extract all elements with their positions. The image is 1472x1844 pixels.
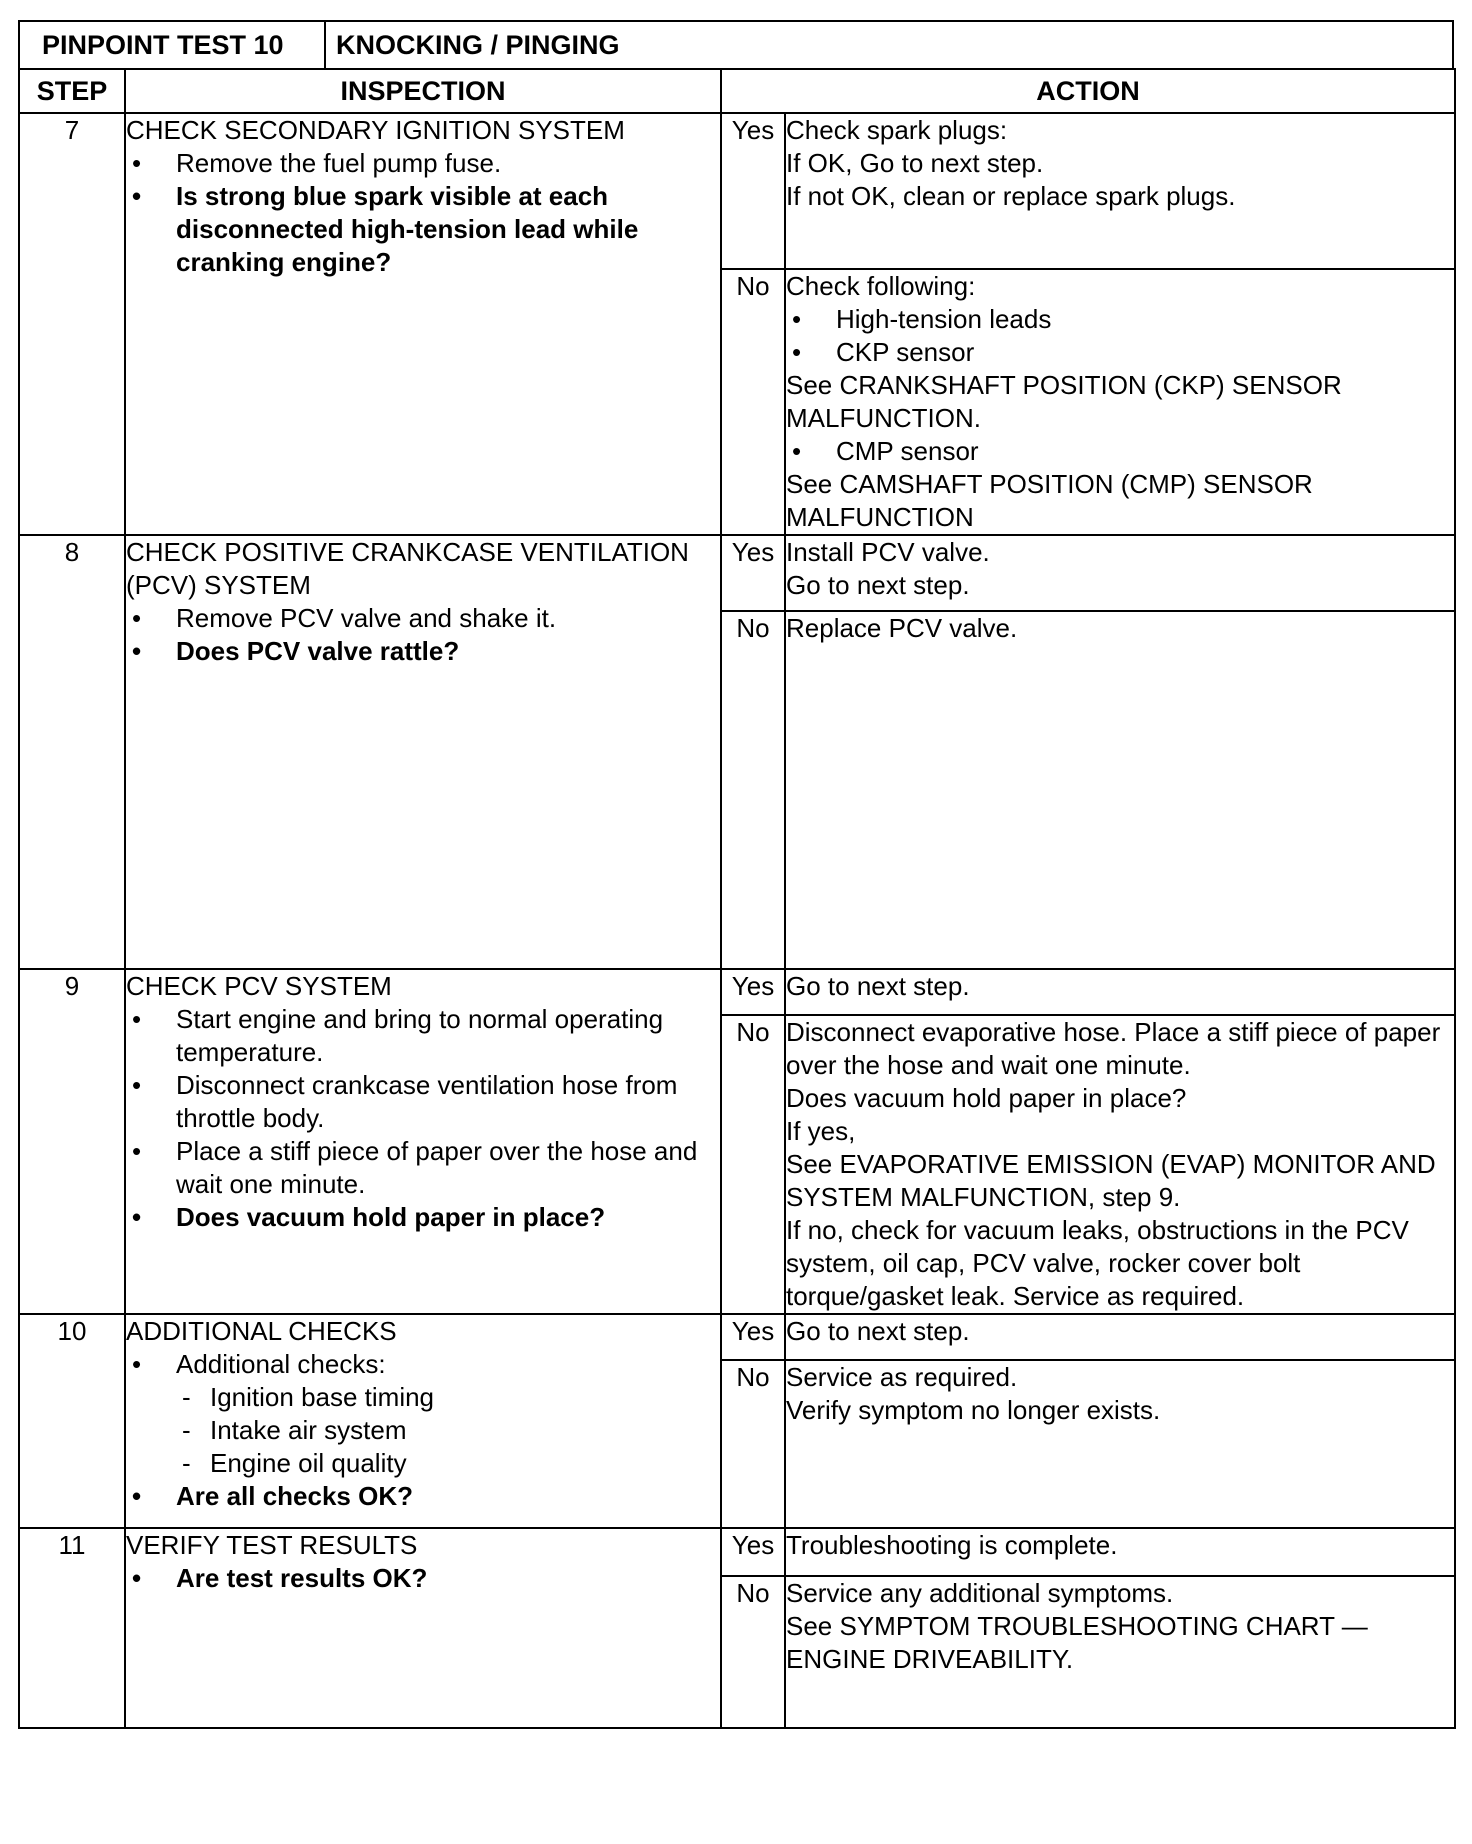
inspection-title: VERIFY TEST RESULTS (126, 1530, 418, 1560)
test-id: PINPOINT TEST 10 (20, 22, 326, 68)
pinpoint-test-table (18, 68, 1456, 1729)
answer-yes: Yes (721, 113, 785, 269)
action-line: Go to next step. (786, 570, 970, 600)
action-bullet: • High-tension leads (786, 303, 1454, 336)
inspection-title: CHECK PCV SYSTEM (126, 971, 392, 1001)
action-line: Go to next step. (786, 971, 970, 1001)
inspection-bullet: • Place a stiff piece of paper over the hose and wait one minute. (126, 1135, 720, 1201)
inspection-cell (125, 1528, 721, 1728)
action-yes (785, 1528, 1455, 1576)
action-bullet: • CMP sensor (786, 435, 1454, 468)
action-yes (785, 969, 1455, 1015)
action-no (785, 611, 1455, 969)
step-number: 9 (19, 969, 125, 1314)
action-no (785, 1576, 1455, 1728)
inspection-sub-item: - Ignition base timing (126, 1381, 720, 1414)
action-line: Check spark plugs: (786, 115, 1008, 145)
action-line: Replace PCV valve. (786, 613, 1018, 643)
answer-no: No (721, 611, 785, 969)
step-number: 8 (19, 535, 125, 969)
test-name: KNOCKING / PINGING (336, 30, 620, 60)
inspection-title: CHECK SECONDARY IGNITION SYSTEM (126, 115, 625, 145)
action-yes (785, 535, 1455, 611)
inspection-sub-item: - Engine oil quality (126, 1447, 720, 1480)
action-line: See SYMPTOM TROUBLESHOOTING CHART — ENGINE DRIVEABILITY. (786, 1611, 1368, 1674)
action-no (785, 1015, 1455, 1314)
action-line: Check following: (786, 271, 976, 301)
action-no (785, 269, 1455, 535)
action-line: Does vacuum hold paper in place? (786, 1083, 1187, 1113)
table-row (19, 1314, 1455, 1360)
action-line: See CRANKSHAFT POSITION (CKP) SENSOR MALFUNCTION. (786, 370, 1342, 433)
action-no (785, 1360, 1455, 1528)
action-bullet: • CKP sensor (786, 336, 1454, 369)
action-yes (785, 1314, 1455, 1360)
inspection-cell (125, 969, 721, 1314)
inspection-cell (125, 113, 721, 535)
table-row (19, 535, 1455, 611)
inspection-cell (125, 1314, 721, 1528)
inspection-bullet: • Additional checks: (126, 1348, 720, 1381)
table-row (19, 969, 1455, 1015)
inspection-bullet: • Remove the fuel pump fuse. (126, 147, 720, 180)
inspection-question: • Is strong blue spark visible at each disconnected high-tension lead while cranking engine? (126, 180, 720, 279)
inspection-bullet: • Start engine and bring to normal operating temperature. (126, 1003, 720, 1069)
action-line: If yes, (786, 1116, 856, 1146)
action-line: Go to next step. (786, 1316, 970, 1346)
inspection-bullet: • Remove PCV valve and shake it. (126, 602, 720, 635)
column-header-action: ACTION (721, 69, 1455, 113)
answer-yes: Yes (721, 1528, 785, 1576)
step-number: 11 (19, 1528, 125, 1728)
inspection-title: ADDITIONAL CHECKS (126, 1316, 397, 1346)
answer-yes: Yes (721, 1314, 785, 1360)
inspection-question: • Are all checks OK? (126, 1480, 720, 1513)
column-header-step: STEP (19, 69, 125, 113)
answer-no: No (721, 1576, 785, 1728)
answer-yes: Yes (721, 969, 785, 1015)
action-line: Disconnect evaporative hose. Place a stiff piece of paper over the hose and wait one minute. (786, 1017, 1441, 1080)
answer-no: No (721, 269, 785, 535)
action-line: See CAMSHAFT POSITION (CMP) SENSOR MALFUNCTION (786, 469, 1313, 532)
answer-no: No (721, 1015, 785, 1314)
table-header-row (19, 69, 1455, 113)
action-line: If OK, Go to next step. (786, 148, 1044, 178)
inspection-cell (125, 535, 721, 969)
answer-no: No (721, 1360, 785, 1528)
inspection-sub-item: - Intake air system (126, 1414, 720, 1447)
step-number: 7 (19, 113, 125, 535)
step-number: 10 (19, 1314, 125, 1528)
inspection-bullet: • Disconnect crankcase ventilation hose from throttle body. (126, 1069, 720, 1135)
action-line: Install PCV valve. (786, 537, 990, 567)
column-header-inspection: INSPECTION (125, 69, 721, 113)
answer-yes: Yes (721, 535, 785, 611)
action-line: If no, check for vacuum leaks, obstructions in the PCV system, oil cap, PCV valve, rocker cover bolt torque/gasket leak. Service as required. (786, 1215, 1409, 1311)
inspection-question: • Does PCV valve rattle? (126, 635, 720, 668)
table-row (19, 113, 1455, 269)
inspection-question: • Are test results OK? (126, 1562, 720, 1595)
action-line: Service as required. (786, 1362, 1018, 1392)
action-yes (785, 113, 1455, 269)
action-line: Service any additional symptoms. (786, 1578, 1174, 1608)
inspection-title: CHECK POSITIVE CRANKCASE VENTILATION (PCV) SYSTEM (126, 537, 689, 600)
pinpoint-test-document (18, 20, 1454, 1826)
inspection-question: • Does vacuum hold paper in place? (126, 1201, 720, 1234)
action-line: See EVAPORATIVE EMISSION (EVAP) MONITOR AND SYSTEM MALFUNCTION, step 9. (786, 1149, 1436, 1212)
action-line: Verify symptom no longer exists. (786, 1395, 1161, 1425)
action-line: If not OK, clean or replace spark plugs. (786, 181, 1236, 211)
table-row (19, 1528, 1455, 1576)
test-title-bar (18, 20, 1454, 70)
action-line: Troubleshooting is complete. (786, 1530, 1118, 1560)
